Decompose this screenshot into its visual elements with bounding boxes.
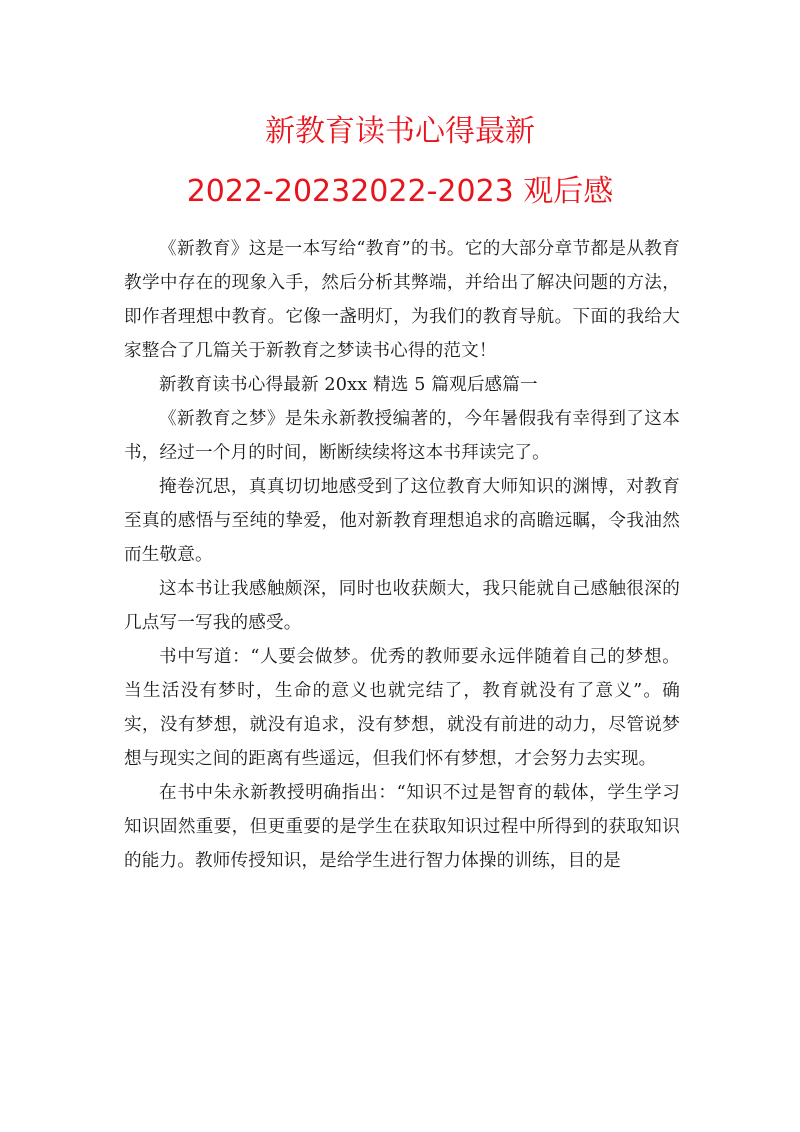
document-title-line-2: 2022-20232022-2023 观后感 (186, 174, 614, 209)
paragraph-knowledge: 在书中朱永新教授明确指出：“知识不过是智育的载体，学生学习知识固然重要，但更重要的是学生在获取知识过程中所得到的获取知识的能力。教师传授知识，是给学生进行智力体操的训练，目的是 (124, 783, 680, 871)
paragraph-feelings: 这本书让我感触颇深，同时也收获颇大，我只能就自己感触很深的几点写一写我的感受。 (124, 579, 680, 633)
document-title-line-1: 新教育读书心得最新 (265, 114, 535, 149)
paragraph-dreams: 书中写道：“人要会做梦。优秀的教师要永远伴随着自己的梦想。当生活没有梦时，生命的意义也就完结了，教育就没有了意义”。确实，没有梦想，就没有追求，没有梦想，就没有前进的动力，尽管说梦想与现实之间的距离有些遥远，但我们怀有梦想，才会努力去实现。 (124, 647, 680, 769)
paragraph-intro: 《新教育》这是一本写给“教育”的书。它的大部分章节都是从教育教学中存在的现象入手，然后分析其弊端，并给出了解决问题的方法，即作者理想中教育。它像一盏明灯，为我们的教育导航。下面的我给大家整合了几篇关于新教育之梦读书心得的范文！ (124, 239, 680, 361)
paragraph-reflection: 掩卷沉思，真真切切地感受到了这位教育大师知识的渊博，对教育至真的感悟与至纯的挚爱，他对新教育理想追求的高瞻远瞩，令我油然而生敬意。 (124, 477, 680, 565)
paragraph-section-heading: 新教育读书心得最新 20xx 精选 5 篇观后感篇一 (159, 375, 538, 395)
paragraph-book-intro: 《新教育之梦》是朱永新教授编著的，今年暑假我有幸得到了这本书，经过一个月的时间，断断续续将这本书拜读完了。 (124, 409, 680, 463)
document-body (124, 232, 680, 878)
